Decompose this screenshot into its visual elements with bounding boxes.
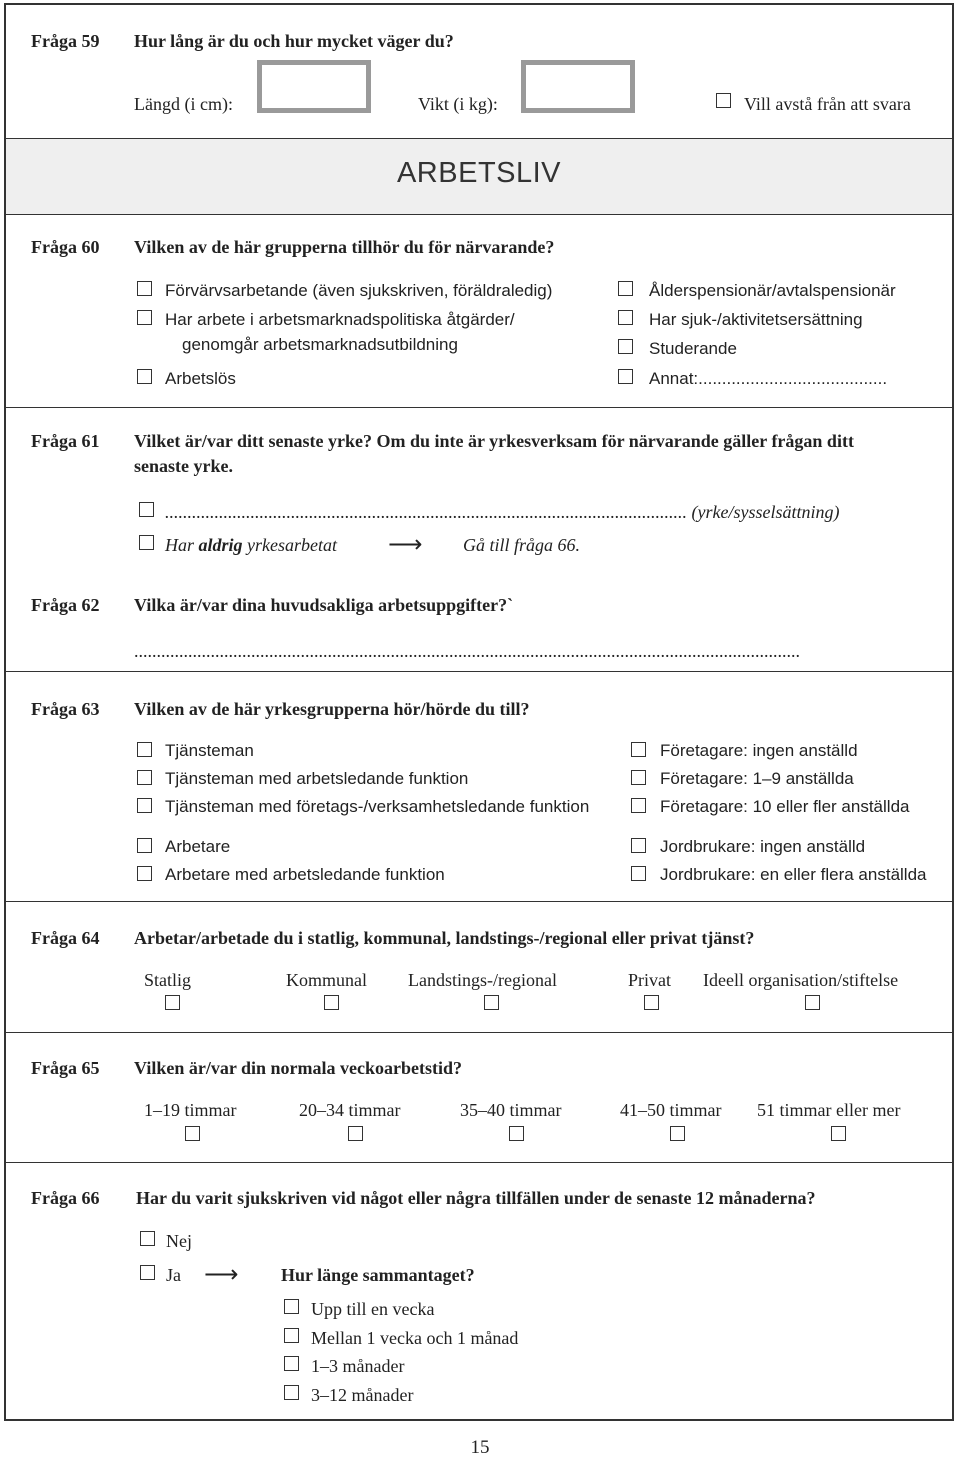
q61-never-checkbox[interactable] bbox=[139, 535, 154, 550]
divider bbox=[6, 407, 952, 408]
divider bbox=[6, 671, 952, 672]
form-frame bbox=[4, 3, 954, 1421]
page-number: 15 bbox=[470, 1437, 490, 1458]
q60-option-checkbox[interactable] bbox=[137, 369, 152, 384]
q66-option-checkbox[interactable] bbox=[140, 1231, 155, 1246]
q65-option-checkbox[interactable] bbox=[831, 1126, 846, 1141]
q63-option-label: Företagare: 1–9 anställda bbox=[660, 769, 854, 788]
q63-option-checkbox[interactable] bbox=[137, 838, 152, 853]
q61-number: Fråga 61 bbox=[31, 431, 100, 451]
q59-decline-label: Vill avstå från att svara bbox=[744, 94, 911, 114]
q66-followup-label: Mellan 1 vecka och 1 månad bbox=[311, 1328, 519, 1348]
q63-option-checkbox[interactable] bbox=[137, 866, 152, 881]
q65-option-label: 35–40 timmar bbox=[460, 1100, 562, 1120]
q66-followup-checkbox[interactable] bbox=[284, 1385, 299, 1400]
q65-option-label: 1–19 timmar bbox=[144, 1100, 237, 1120]
q65-number: Fråga 65 bbox=[31, 1058, 100, 1078]
q64-option-checkbox[interactable] bbox=[805, 995, 820, 1010]
q59-weight-input[interactable] bbox=[521, 60, 635, 113]
q64-option-label: Landstings-/regional bbox=[408, 970, 557, 990]
q64-option-checkbox[interactable] bbox=[644, 995, 659, 1010]
q64-option-checkbox[interactable] bbox=[165, 995, 180, 1010]
q66-option-label: Nej bbox=[166, 1231, 192, 1251]
q59-weight-label: Vikt (i kg): bbox=[418, 94, 498, 114]
divider bbox=[6, 1032, 952, 1033]
q64-option-label: Statlig bbox=[144, 970, 192, 990]
q60-option-checkbox[interactable] bbox=[618, 310, 633, 325]
q66-followup-label: 3–12 månader bbox=[311, 1385, 414, 1405]
q63-option-checkbox[interactable] bbox=[137, 798, 152, 813]
q63-option-label: Tjänsteman med företags-/verksamhetsledande funktion bbox=[165, 797, 590, 816]
divider bbox=[6, 901, 952, 902]
q59-height-input[interactable] bbox=[257, 60, 371, 113]
q63-option-checkbox[interactable] bbox=[137, 742, 152, 757]
q64-option-label: Privat bbox=[628, 970, 671, 990]
q59-question: Hur lång är du och hur mycket väger du? bbox=[134, 31, 454, 51]
q59-number: Fråga 59 bbox=[31, 31, 100, 51]
q61-never-bold: aldrig bbox=[198, 535, 243, 555]
q61-occupation-checkbox[interactable] bbox=[139, 502, 154, 517]
q60-option-label: Ålderspensionär/avtalspensionär bbox=[649, 281, 896, 300]
arrow-right-icon: ⟶ bbox=[388, 530, 423, 558]
q60-option-label: Har sjuk-/aktivitetsersättning bbox=[649, 310, 863, 329]
q62-answer-line[interactable]: .................................................................................................................................................... bbox=[134, 641, 800, 661]
q65-question: Vilken är/var din normala veckoarbetstid? bbox=[134, 1058, 462, 1078]
q60-option-label: Förvärvsarbetande (även sjukskriven, föräldraledig) bbox=[165, 281, 553, 300]
q63-option-checkbox[interactable] bbox=[137, 770, 152, 785]
q66-followup-label: Upp till en vecka bbox=[311, 1299, 435, 1319]
q61-question bbox=[134, 431, 854, 452]
q63-option-checkbox[interactable] bbox=[631, 798, 646, 813]
arrow-right-icon: ⟶ bbox=[204, 1260, 239, 1288]
q61-question-line2: senaste yrke. bbox=[134, 456, 233, 476]
q60-option-label-cont: genomgår arbetsmarknadsutbildning bbox=[182, 335, 458, 354]
q66-followup-checkbox[interactable] bbox=[284, 1356, 299, 1371]
q64-option-label: Ideell organisation/stiftelse bbox=[703, 970, 899, 990]
q65-option-checkbox[interactable] bbox=[670, 1126, 685, 1141]
q63-question: Vilken av de här yrkesgrupperna hör/hörde du till? bbox=[134, 699, 530, 719]
q60-option-checkbox[interactable] bbox=[618, 281, 633, 296]
q65-option-checkbox[interactable] bbox=[348, 1126, 363, 1141]
q65-option-label: 20–34 timmar bbox=[299, 1100, 401, 1120]
q66-option-checkbox[interactable] bbox=[140, 1265, 155, 1280]
q60-option-checkbox[interactable] bbox=[137, 310, 152, 325]
q61-question-rest: Om du inte är yrkesverksam för närvarande gäller frågan ditt bbox=[376, 431, 854, 451]
q61-never-suffix: yrkesarbetat bbox=[247, 535, 338, 555]
q60-option-checkbox[interactable] bbox=[618, 369, 633, 384]
q63-option-checkbox[interactable] bbox=[631, 770, 646, 785]
q63-option-label: Tjänsteman med arbetsledande funktion bbox=[165, 769, 469, 788]
q66-followup: Hur länge sammantaget? bbox=[281, 1265, 475, 1285]
q63-number: Fråga 63 bbox=[31, 699, 100, 719]
q66-option-label: Ja bbox=[166, 1265, 181, 1285]
q63-option-checkbox[interactable] bbox=[631, 838, 646, 853]
q66-number: Fråga 66 bbox=[31, 1188, 100, 1208]
section-title: ARBETSLIV bbox=[396, 157, 562, 189]
q63-option-checkbox[interactable] bbox=[631, 742, 646, 757]
q60-option-checkbox[interactable] bbox=[618, 339, 633, 354]
q59-decline-checkbox[interactable] bbox=[716, 93, 731, 108]
q60-question: Vilken av de här grupperna tillhör du för närvarande? bbox=[134, 237, 555, 257]
q60-option-checkbox[interactable] bbox=[137, 281, 152, 296]
q63-option-label: Jordbrukare: ingen anställd bbox=[660, 837, 866, 856]
q61-occupation-line[interactable]: .................................................................................................................... (yrke/sysselsättning) bbox=[165, 502, 840, 522]
divider bbox=[6, 1162, 952, 1163]
q63-option-checkbox[interactable] bbox=[631, 866, 646, 881]
q61-goto: Gå till fråga 66. bbox=[463, 535, 581, 555]
q63-option-label: Arbetare med arbetsledande funktion bbox=[165, 865, 445, 884]
q65-option-checkbox[interactable] bbox=[509, 1126, 524, 1141]
q64-question: Arbetar/arbetade du i statlig, kommunal, landstings-/regional eller privat tjänst? bbox=[134, 928, 755, 948]
q61-question-bold: Vilket är/var ditt senaste yrke? bbox=[134, 431, 372, 451]
q64-option-checkbox[interactable] bbox=[324, 995, 339, 1010]
q65-option-label: 41–50 timmar bbox=[620, 1100, 722, 1120]
q66-followup-checkbox[interactable] bbox=[284, 1299, 299, 1314]
q62-number: Fråga 62 bbox=[31, 595, 100, 615]
q63-option-label: Företagare: ingen anställd bbox=[660, 741, 858, 760]
q64-option-label: Kommunal bbox=[286, 970, 367, 990]
q60-option-label: Studerande bbox=[649, 339, 737, 358]
q64-option-checkbox[interactable] bbox=[484, 995, 499, 1010]
q59-height-label: Längd (i cm): bbox=[134, 94, 233, 114]
q63-option-label: Företagare: 10 eller fler anställda bbox=[660, 797, 910, 816]
q60-option-label: Arbetslös bbox=[165, 369, 236, 388]
q66-followup-checkbox[interactable] bbox=[284, 1328, 299, 1343]
q63-option-label: Jordbrukare: en eller flera anställda bbox=[660, 865, 927, 884]
q60-number: Fråga 60 bbox=[31, 237, 100, 257]
q65-option-checkbox[interactable] bbox=[185, 1126, 200, 1141]
q61-never-prefix: Har bbox=[165, 535, 195, 555]
q66-question: Har du varit sjukskriven vid något eller några tillfällen under de senaste 12 månaderna? bbox=[136, 1188, 816, 1208]
q60-option-label: Har arbete i arbetsmarknadspolitiska åtgärder/ bbox=[165, 310, 515, 329]
q66-followup-label: 1–3 månader bbox=[311, 1356, 405, 1376]
q64-number: Fråga 64 bbox=[31, 928, 100, 948]
q63-option-label: Arbetare bbox=[165, 837, 231, 856]
q61-never-label bbox=[165, 535, 337, 556]
q60-option-label: Annat:........................................ bbox=[649, 369, 888, 388]
q62-question: Vilka är/var dina huvudsakliga arbetsuppgifter?` bbox=[134, 595, 514, 615]
q63-option-label: Tjänsteman bbox=[165, 741, 254, 760]
q65-option-label: 51 timmar eller mer bbox=[757, 1100, 901, 1120]
